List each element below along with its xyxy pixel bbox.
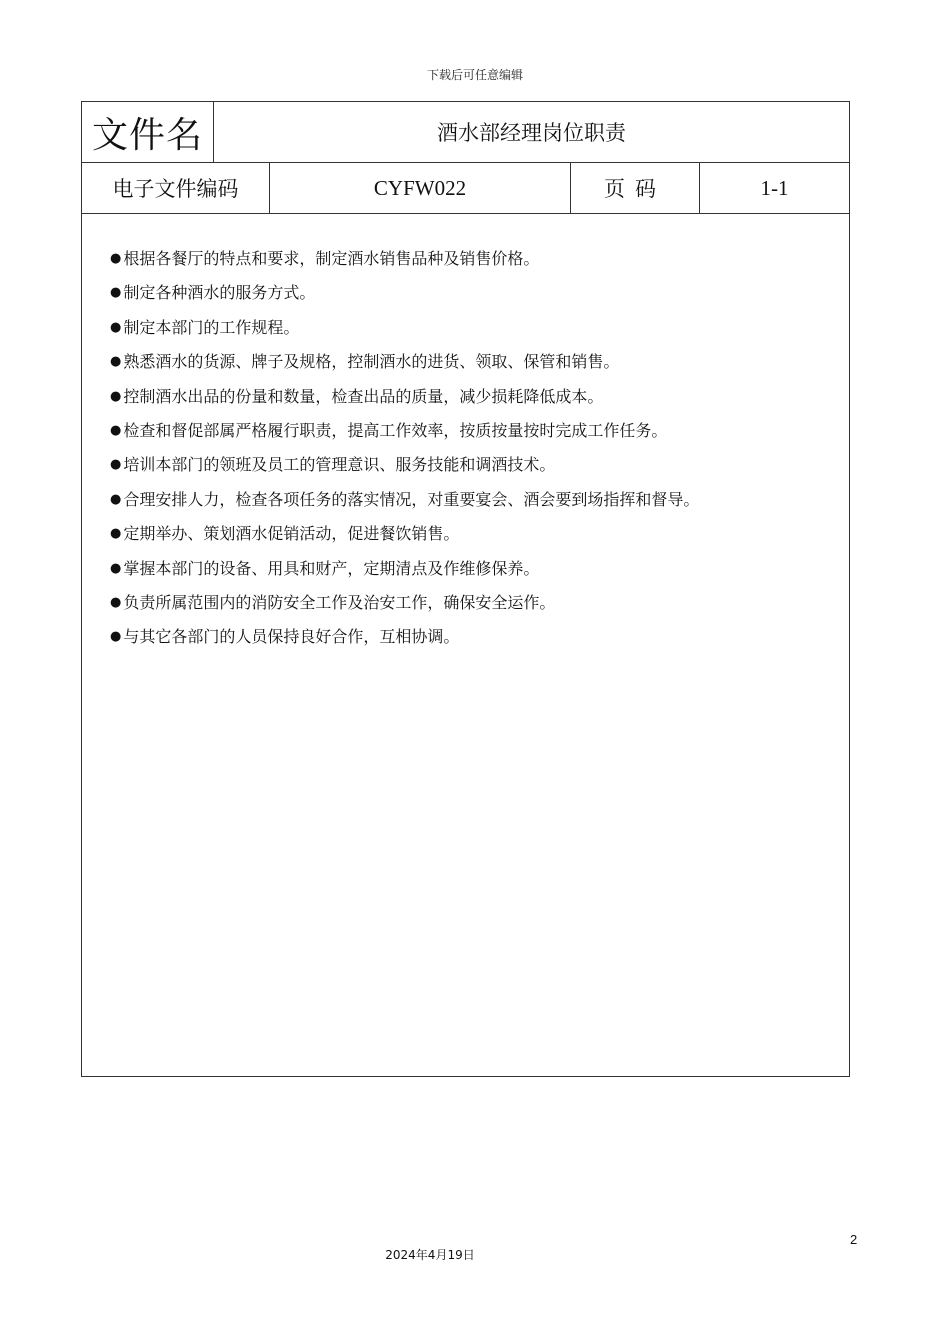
page-code-label: 页码 — [571, 163, 700, 213]
duty-item — [110, 552, 699, 586]
file-code-label: 电子文件编码 — [82, 163, 270, 213]
duty-text: 熟悉酒水的货源、牌子及规格，控制酒水的进货、领取、保管和销售。 — [123, 352, 620, 372]
duty-text: 制定本部门的工作规程。 — [123, 317, 300, 337]
file-name-row — [82, 102, 849, 163]
bullet-icon: ● — [110, 285, 122, 301]
bullet-icon: ● — [110, 594, 122, 610]
duty-item — [110, 448, 699, 482]
duty-item — [110, 276, 699, 310]
bullet-icon: ● — [110, 422, 122, 438]
duty-text: 掌握本部门的设备、用具和财产，定期清点及作维修保养。 — [123, 558, 540, 578]
duty-item — [110, 620, 699, 654]
bullet-icon: ● — [110, 388, 122, 404]
duty-text: 定期举办、策划酒水促销活动，促进餐饮销售。 — [123, 524, 460, 544]
bullet-icon: ● — [110, 457, 122, 473]
duty-text: 与其它各部门的人员保持良好合作，互相协调。 — [123, 627, 460, 647]
duty-text: 培训本部门的领班及员工的管理意识、服务技能和调酒技术。 — [123, 455, 556, 475]
duty-item — [110, 483, 699, 517]
duty-item — [110, 242, 699, 276]
bullet-icon: ● — [110, 319, 122, 335]
bullet-icon: ● — [110, 251, 122, 266]
duties-list — [110, 242, 699, 655]
page-number: 2 — [850, 1232, 858, 1247]
file-name-label: 文件名 — [82, 102, 214, 162]
bullet-icon: ● — [110, 491, 122, 507]
bullet-icon: ● — [110, 354, 122, 370]
bullet-icon: ● — [110, 526, 122, 542]
duty-item — [110, 345, 699, 379]
duty-text: 合理安排人力，检查各项任务的落实情况，对重要宴会、酒会要到场指挥和督导。 — [123, 489, 700, 509]
footer-date: 2024年4月19日 — [385, 1248, 475, 1262]
duty-item — [110, 380, 699, 414]
duty-text: 制定各种酒水的服务方式。 — [123, 283, 316, 303]
duty-text: 根据各餐厅的特点和要求，制定酒水销售品种及销售价格。 — [123, 249, 540, 268]
duty-item — [110, 414, 699, 448]
duty-item — [110, 311, 699, 345]
file-code-row — [82, 163, 849, 214]
bullet-icon: ● — [110, 560, 122, 576]
duty-text: 检查和督促部属严格履行职责，提高工作效率，按质按量按时完成工作任务。 — [123, 420, 668, 440]
page-code-value: 1-1 — [760, 175, 789, 200]
duty-item — [110, 586, 699, 620]
duty-item — [110, 517, 699, 551]
bullet-icon: ● — [110, 629, 122, 645]
duty-text: 控制酒水出品的份量和数量，检查出品的质量，减少损耗降低成本。 — [123, 386, 604, 406]
job-description-table — [81, 101, 850, 1077]
header-note: 下载后可任意编辑 — [426, 68, 523, 82]
duty-text: 负责所属范围内的消防安全工作及治安工作，确保安全运作。 — [123, 592, 556, 612]
file-code-value: CYFW022 — [270, 163, 571, 213]
file-name-value: 酒水部经理岗位职责 — [437, 121, 626, 145]
